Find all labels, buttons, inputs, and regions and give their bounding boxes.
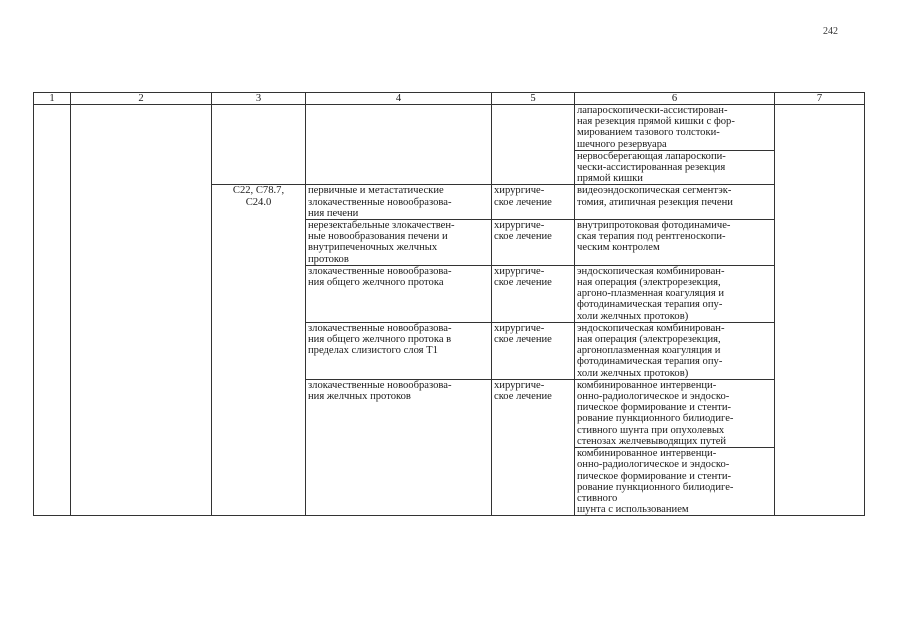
method-cell: эндоскопическая комбинирован- ная операция (электрорезекция, аргоно-плазменная коагуляция и фотодинамическая терапия опу- холи желчных протоков): [575, 265, 775, 322]
method-cell: внутрипротоковая фотодинамиче- ская терапия под рентгеноскопи- ческим контролем: [575, 220, 775, 266]
method-cell: комбинированное интервенци- онно-радиологическое и эндоско- пическое формирование и стенти- рование пункционного билиодиге- стивного шунта с использованием: [575, 448, 775, 516]
header-cell-5: 5: [492, 93, 575, 105]
diagnosis-cell: злокачественные новообразова- ния общего желчного протока в пределах слизистого слоя T1: [306, 322, 492, 379]
header-row: [34, 93, 865, 105]
header-cell-1: 1: [34, 93, 71, 105]
header-cell-4: 4: [306, 93, 492, 105]
treatment-cell: хирургиче- ское лечение: [492, 379, 575, 515]
diagnosis-cell: [306, 105, 492, 185]
col7-cell: [775, 105, 865, 516]
code-cell: C22, C78.7, C24.0: [212, 185, 306, 516]
header-cell-7: 7: [775, 93, 865, 105]
diagnosis-cell: первичные и метастатические злокачественные новообразова- ния печени: [306, 185, 492, 220]
header-cell-3: 3: [212, 93, 306, 105]
method-cell: комбинированное интервенци- онно-радиологическое и эндоско- пическое формирование и стенти- рование пункционного билиодиге- стивного шунта при опухолевых стенозах желчевыводящих путей: [575, 379, 775, 447]
treatment-cell: хирургиче- ское лечение: [492, 220, 575, 266]
col2-cell: [71, 105, 212, 516]
method-cell: видеоэндоскопическая сегментэк- томия, атипичная резекция печени: [575, 185, 775, 220]
treatment-cell: хирургиче- ское лечение: [492, 322, 575, 379]
treatment-cell: [492, 105, 575, 185]
treatment-cell: хирургиче- ское лечение: [492, 185, 575, 220]
medical-care-table: [33, 92, 865, 516]
method-cell: нервосберегающая лапароскопи- чески-ассистированная резекция прямой кишки: [575, 150, 775, 185]
header-cell-6: 6: [575, 93, 775, 105]
treatment-cell: хирургиче- ское лечение: [492, 265, 575, 322]
page-number: 242: [823, 26, 838, 37]
diagnosis-cell: нерезектабельные злокачествен- ные новообразования печени и внутрипеченочных желчных протоков: [306, 220, 492, 266]
method-cell: эндоскопическая комбинирован- ная операция (электрорезекция, аргоноплазменная коагуляция и фотодинамическая терапия опу- холи желчных протоков): [575, 322, 775, 379]
diagnosis-cell: злокачественные новообразова- ния общего желчного протока: [306, 265, 492, 322]
diagnosis-cell: злокачественные новообразова- ния желчных протоков: [306, 379, 492, 515]
header-cell-2: 2: [71, 93, 212, 105]
col1-cell: [34, 105, 71, 516]
code-cell: [212, 105, 306, 185]
table-row: [34, 105, 865, 151]
method-cell: лапароскопически-ассистирован- ная резекция прямой кишки с фор- мированием тазового толстоки- шечного резервуара: [575, 105, 775, 151]
